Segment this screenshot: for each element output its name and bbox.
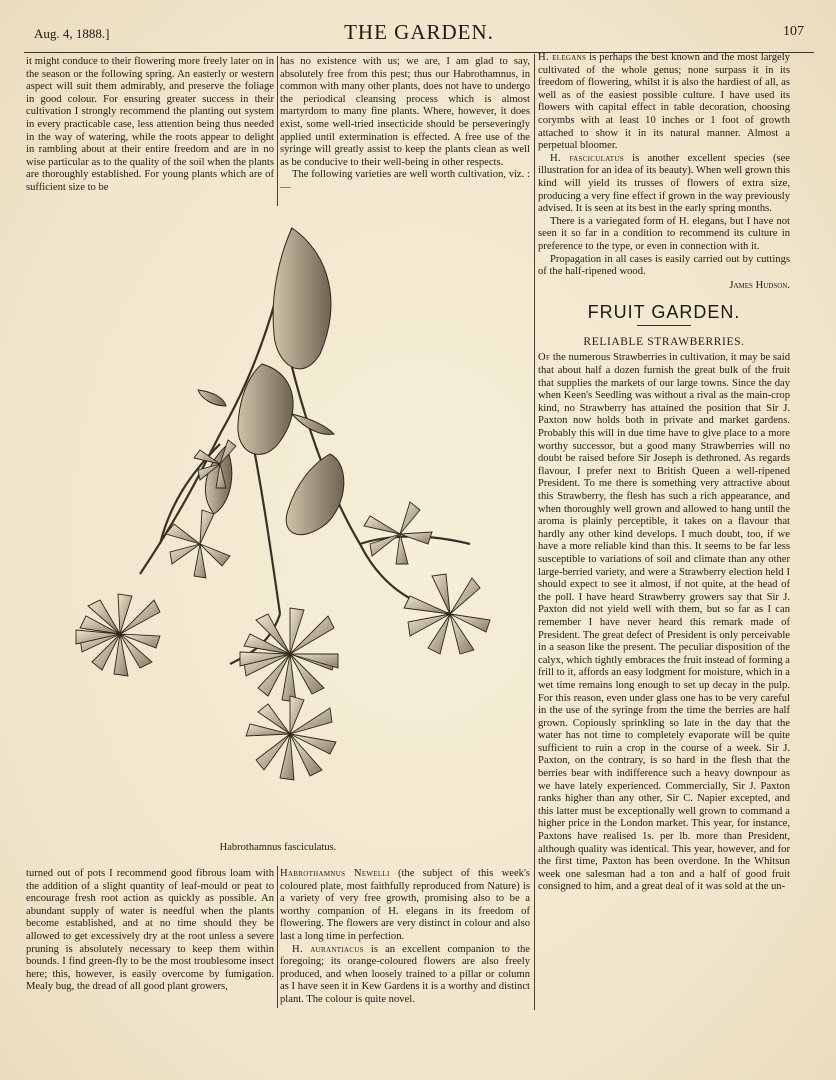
leaf [198,390,226,406]
paragraph: has no existence with us; we are, I am glad to say, absolutely free from this pest; thus our Habrothamnus, in common with many other plants, does not have to undergo the periodical cleansing process which is almost martyrdom to many fine plants. Where, however, it does exist, some well-tried insecticide should be perseveringly applied until extermination is effected. A free use of the syringe will greatly assist to keep the plants clean as well as be conducive to their well-being in other respects. [280,56,530,168]
paragraph [280,868,530,944]
species-name: Habrothamnus Newelli [280,868,390,879]
leaf [286,454,344,535]
paragraph [538,52,790,153]
paragraph [538,153,790,216]
paragraph-text: is perhaps the best known and the most largely cultivated of the whole genus; none surpass it in its freedom of flowering, whilst it is also the hardiest of all, as well as of the easiest possible culture. I have used its flowers with capital effect in table decoration, choosing corymbs with at least 10 inches or 1 foot of growth attached to show it in its natural manner. Almost a perpetual bloomer. [538,52,790,152]
page-header [24,18,814,53]
paragraph: The following varieties are well worth cultivation, viz. :— [280,169,530,193]
journal-title: THE GARDEN. [344,20,494,44]
species-name: H. elegans [538,52,587,63]
column-2-bottom [280,868,530,1007]
issue-date: Aug. 4, 1888.] [34,26,110,41]
paragraph-text: is an excellent companion to the foregoing; its orange-coloured flowers are also freely produced, and when loosely trained to a pillar or column as I have seen it in Kew Gardens it is a worthy and distinct plant. The colour is quite novel. [280,943,530,1005]
column-divider [534,54,535,1010]
paragraph: it might conduce to their flowering more freely later on in the season or the following spring. An easterly or western aspect will suit them admirably, and preserve the foliage in good colour. For ensuring greater success in their cultivation I strongly recommend the planting out system in every practicable case, less attention being thus needed in the way of watering, while the roots appear to delight in rambling about at their entire freedom and are in no wise particular as to the quality of the soil when the plants are thoroughly established. For young plants which are of sufficient size to be [26,56,274,193]
section-rule [637,325,691,326]
author-signature: James Hudson. [729,279,790,291]
column-divider [277,56,278,206]
illustration-caption: Habrothamnus fasciculatus. [219,842,337,853]
habrothamnus-illustration [30,214,530,844]
species-name: H. aurantiacus [292,943,364,955]
paragraph [538,352,790,894]
paragraph: Propagation in all cases is easily carried out by cuttings of the half-ripened wood. [538,253,790,278]
leaf [238,364,293,454]
article-title: RELIABLE STRAWBERRIES. [583,335,745,348]
column-1-bottom [26,868,274,994]
paragraph: turned out of pots I recommend good fibrous loam with the addition of a slight quantity of leaf-mould or peat to encourage fresh root action as quickly as possible. An abundant supply of water is needful when the plants become established, and at no time should they be allowed to get excessively dry at the root unless a severe pruning is absolutely necessary to keep them within bounds. I find green-fly to be the most troublesome insect here; this, however, is easily overcome by fumigation. Mealy bug, the dread of all good plant growers, [26,868,274,993]
flower-clusters [76,440,490,780]
section-title: FRUIT GARDEN. [587,302,741,323]
paragraph-text: the numerous Strawberries in cultivation, it may be said that about half a dozen furnish the great bulk of the fruit that supplies the markets of our large towns. Since the day when Keen's Seedling was without a rival as the main-crop kind, no Strawberry has attained the position that Sir J. Paxton now holds both in private and market gardens. Probably this will in due time have to give place to a more worthy successor, but a good many Strawberries will no doubt be raised before Sir Joseph is dethroned. As regards flavour, I prefer next to British Queen a well-ripened President. To me there is something very attractive about this Strawberry, the flesh has such a rich appearance, and when thoroughly well grown and allowed to hang until the aroma is plainly perceptible, it takes on a flavour that hardly any other kind develops. I much doubt, too, if we have a more reliable kind than this. It seems to be far less susceptible to variations of soil and climate than any other large-berried variety, and were a Strawberry election held I should expect to see it almost, if not quite, at the head of the poll. I have heard Strawberry growers say that Sir J. Paxton did not yield well with them, but so far as I can remember I have never heard this remark made of President. The great defect of President is only perceivable in a season like the present. The peculiar disposition of the calyx, which tightly embraces the fruit instead of forming a frill to it, affords an easy lodgment for moisture, which in a wet time remains long enough to set up decay in the pulp. For this reason, even under glass one has to be very careful in the use of the syringe from the time the berries are half grown. Copiously sprinkling so late in the day that the water has not time to completely evaporate will be quite sufficient to ruin a crop in the course of a week. Sir J. Paxton, on the contrary, is so hard in the flesh that the berries bear with indifference such a heavy downpour as we have lately experienced. Commercially, Sir J. Paxton ranks higher than any other, Sir C. Napier excepted, and this latter must be exceptionally well grown to command a higher price in the London market. This year, for instance, Paxtons have realised 1s. per lb. more than President, although quality was identical. This year, however, and for the first time, Paxton has been overdone. In the Whitsun week one salesman had a ton and a half of good fruit consigned to him, and a great deal of it was sold at the un- [538,352,790,893]
paragraph-text: (the subject of this week's coloured plate, most faithfully reproduced from Nature) is a variety of very free growth, promising also to be a worthy companion of H. elegans in its freedom of flowering. The flowers are very distinct in colour and also last a long time in perfection. [280,868,530,942]
leaf [273,228,331,369]
paragraph-text: is another excellent species (see illustration for an idea of its beauty). When well grown this kind will yield its trusses of flowers of extra size, producing a very fine effect if grown in the way previously advised. It is seen at its best in the early spring months. [538,152,790,215]
species-name: H. fasciculatus [550,152,624,164]
column-2-top [280,56,530,195]
page-number: 107 [783,24,804,39]
column-3 [538,52,790,894]
leaf [292,414,334,434]
paragraph [280,944,530,1007]
column-1-top [26,56,274,195]
column-divider [277,866,278,1008]
lead-word: Of [538,352,551,364]
paragraph: There is a variegated form of H. elegans, but I have not seen it so far in a condition to recommend its culture in preference to the type, or even in connection with it. [538,215,790,252]
